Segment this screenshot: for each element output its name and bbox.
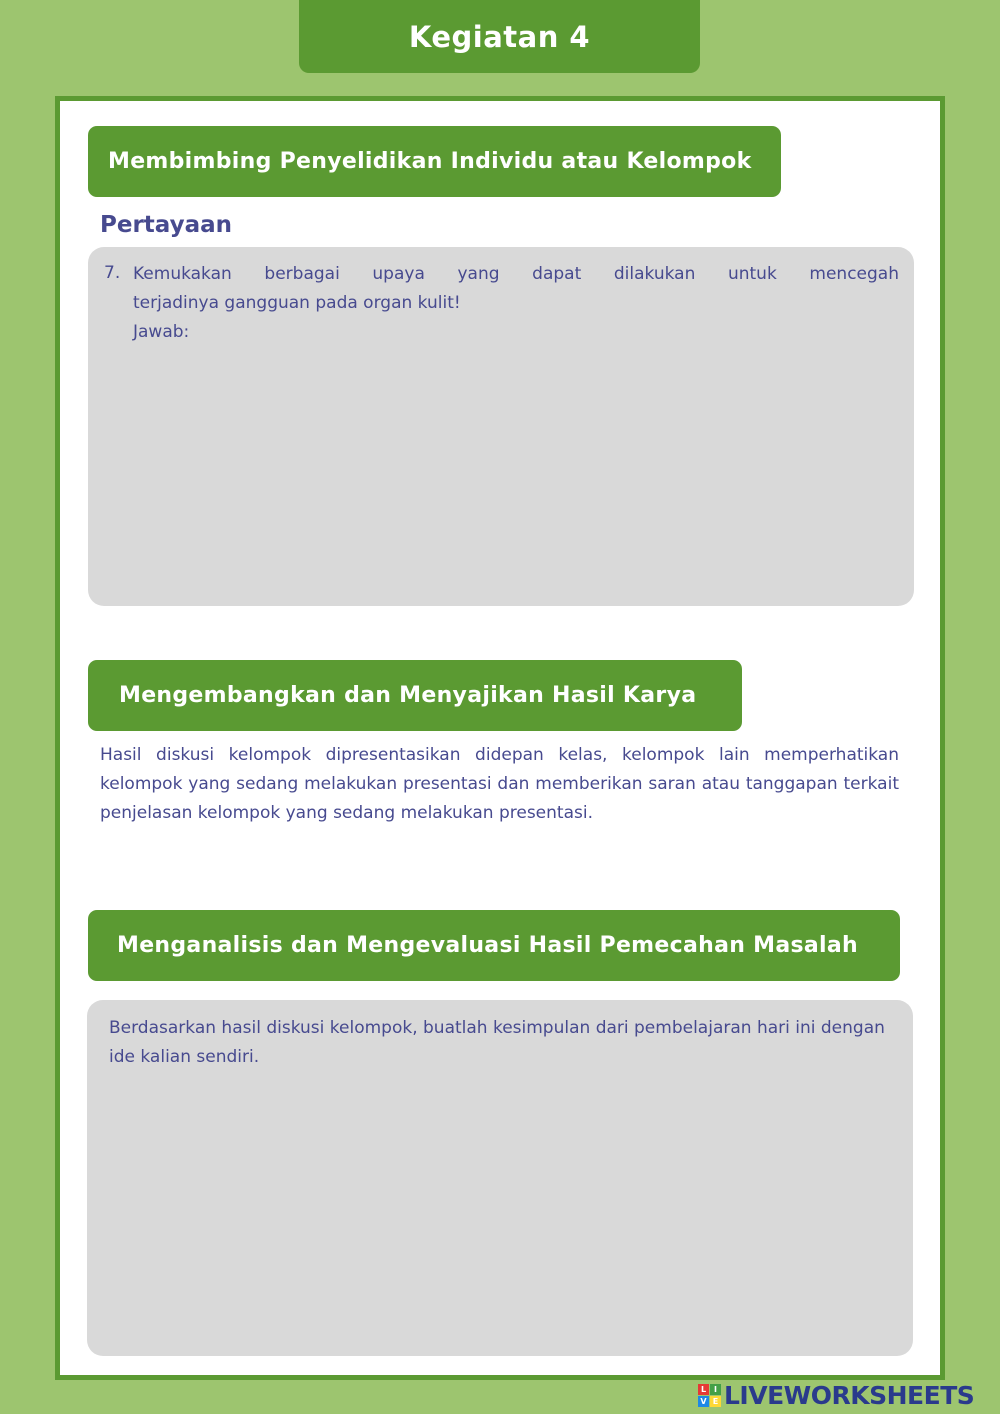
section-title: Membimbing Penyelidikan Individu atau Kelompok	[108, 149, 752, 174]
answer-input-question-7[interactable]	[130, 352, 900, 592]
presentation-paragraph: Hasil diskusi kelompok dipresentasikan didepan kelas, kelompok lain memperhatikan kelompok yang sedang melakukan presentasi dan memberikan saran atau tanggapan terkait penjelasan kelompok yang sedang melakukan presentasi.	[100, 745, 899, 823]
section-title: Menganalisis dan Mengevaluasi Hasil Pemecahan Masalah	[117, 933, 858, 958]
subheading-questions: Pertayaan	[100, 212, 233, 238]
conclusion-instruction: Berdasarkan hasil diskusi kelompok, buatlah kesimpulan dari pembelajaran hari ini dengan ide kalian sendiri.	[109, 1018, 885, 1067]
section-title: Mengembangkan dan Menyajikan Hasil Karya	[119, 683, 697, 708]
section-header-evaluation	[88, 910, 900, 981]
logo-mark-icon: L I V E	[698, 1384, 721, 1407]
section-header-investigation	[88, 126, 781, 197]
liveworksheets-logo	[698, 1380, 974, 1410]
section-header-presentation	[88, 660, 742, 731]
page-title-tab	[299, 0, 700, 73]
answer-label: Jawab:	[133, 322, 190, 342]
question-text-line2: terjadinya gangguan pada organ kulit!	[133, 293, 461, 313]
question-number: 7.	[104, 263, 121, 283]
question-text-line1: Kemukakan berbagai upaya yang dapat dilakukan untuk mencegah	[133, 264, 899, 284]
answer-input-conclusion[interactable]	[105, 1080, 895, 1340]
logo-text: LIVEWORKSHEETS	[724, 1380, 975, 1410]
page-title: Kegiatan 4	[408, 19, 591, 54]
